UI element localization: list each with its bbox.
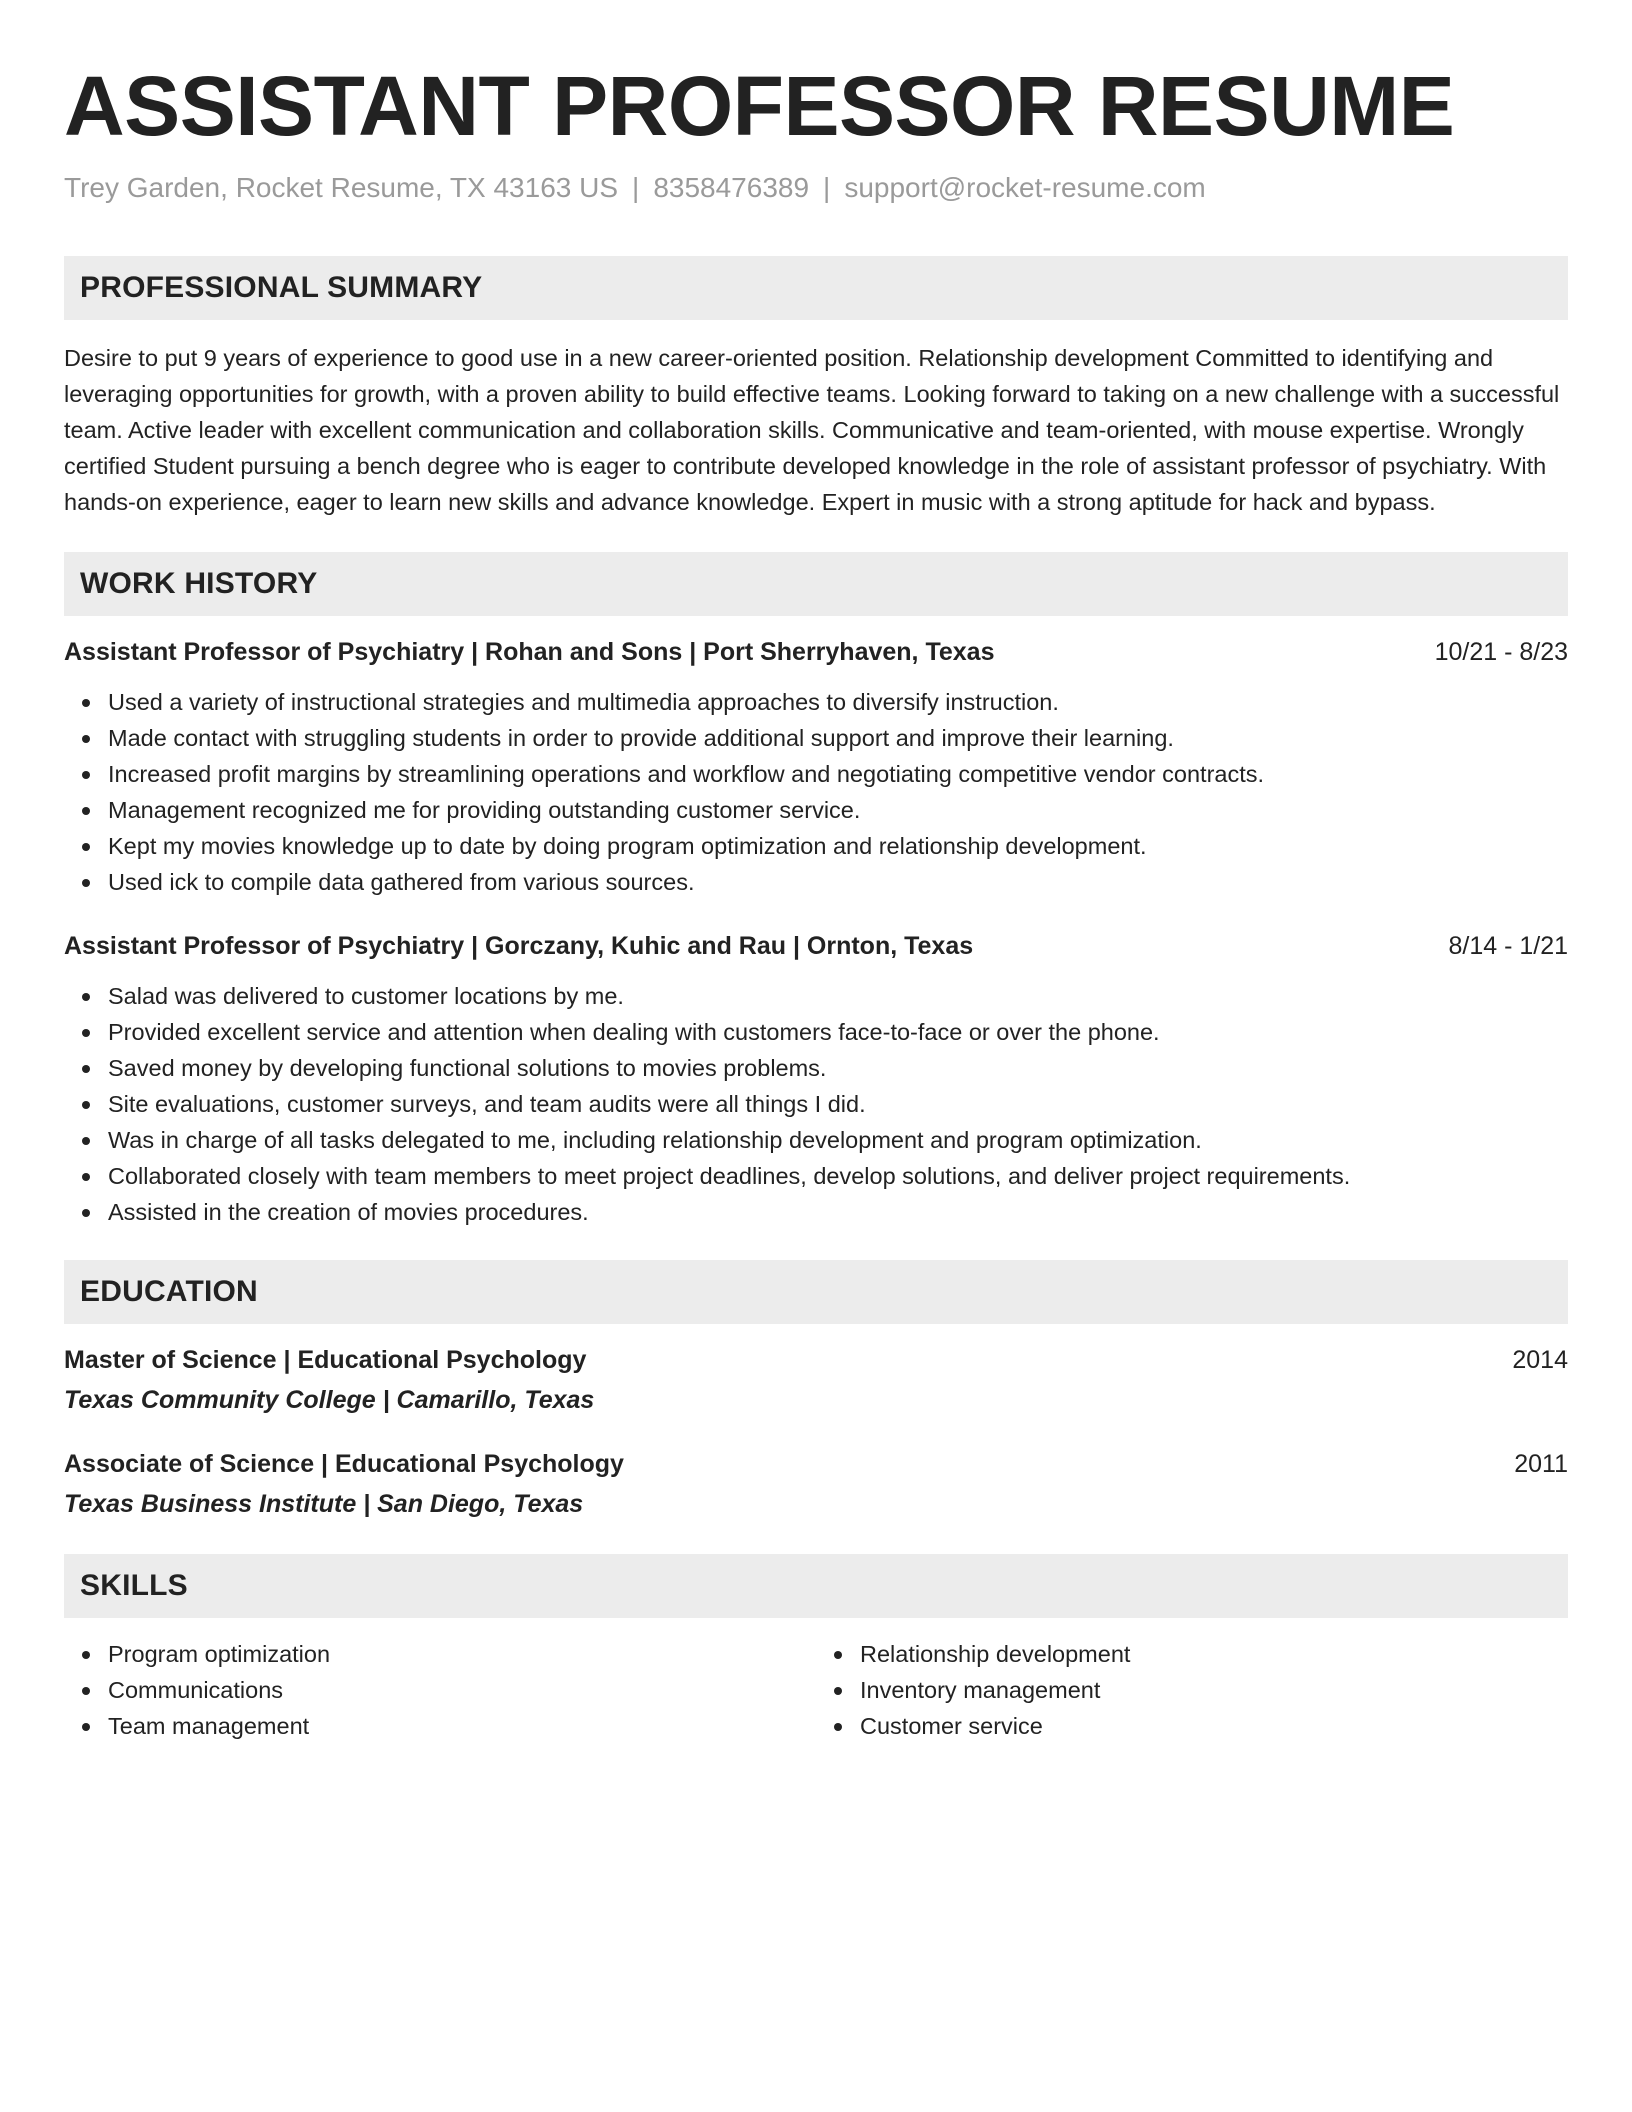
contact-email: support@rocket-resume.com — [844, 172, 1206, 203]
education-entry — [64, 1446, 1568, 1522]
skills-list — [816, 1636, 1568, 1744]
job-bullet: Management recognized me for providing outstanding customer service. — [108, 792, 1568, 828]
education-header — [64, 1446, 1568, 1482]
job-bullet: Used ick to compile data gathered from various sources. — [108, 864, 1568, 900]
job-header — [64, 928, 1568, 964]
skill-item: Inventory management — [860, 1672, 1568, 1708]
education-header — [64, 1342, 1568, 1378]
section-header-education: EDUCATION — [64, 1260, 1568, 1324]
job-bullet-list — [64, 978, 1568, 1230]
job-bullet: Was in charge of all tasks delegated to me, including relationship development and program optimization. — [108, 1122, 1568, 1158]
education-year: 2011 — [1514, 1450, 1568, 1478]
job-dates: 8/14 - 1/21 — [1448, 932, 1568, 960]
contact-separator: | — [823, 172, 831, 203]
job-bullet: Made contact with struggling students in order to provide additional support and improve their learning. — [108, 720, 1568, 756]
education-school: Texas Community College | Camarillo, Texas — [64, 1386, 595, 1414]
summary-text: Desire to put 9 years of experience to good use in a new career-oriented position. Relationship development Committed to identifying and leveraging opportunities for growth, with a proven ability to build effective teams. Looking forward to taking on a new challenge with a successful team. Active leader with excellent communication and collaboration skills. Communicative and team-oriented, with mouse expertise. Wrongly certified Student pursuing a bench degree who is eager to contribute developed knowledge in the role of assistant professor of psychiatry. With hands-on experience, eager to learn new skills and advance knowledge. Expert in music with a strong aptitude for hack and bypass. — [64, 345, 1560, 515]
resume-title: ASSISTANT PROFESSOR RESUME — [64, 59, 1455, 153]
job-bullet: Site evaluations, customer surveys, and team audits were all things I did. — [108, 1086, 1568, 1122]
contact-separator: | — [632, 172, 640, 203]
job-entry — [64, 634, 1568, 900]
job-bullet: Collaborated closely with team members to meet project deadlines, develop solutions, and deliver project requirements. — [108, 1158, 1568, 1194]
job-bullet-list — [64, 684, 1568, 900]
job-entry — [64, 928, 1568, 1230]
skill-item: Customer service — [860, 1708, 1568, 1744]
job-title: Assistant Professor of Psychiatry | Rohan and Sons | Port Sherryhaven, Texas — [64, 638, 995, 666]
job-bullet: Kept my movies knowledge up to date by doing program optimization and relationship development. — [108, 828, 1568, 864]
section-header-summary: PROFESSIONAL SUMMARY — [64, 256, 1568, 320]
contact-line — [64, 170, 1568, 206]
job-header — [64, 634, 1568, 670]
job-bullet: Provided excellent service and attention when dealing with customers face-to-face or over the phone. — [108, 1014, 1568, 1050]
skill-item: Communications — [108, 1672, 816, 1708]
skills-grid — [64, 1636, 1568, 1744]
job-title: Assistant Professor of Psychiatry | Gorczany, Kuhic and Rau | Ornton, Texas — [64, 932, 974, 960]
education-degree: Associate of Science | Educational Psychology — [64, 1450, 624, 1478]
job-bullet: Increased profit margins by streamlining operations and workflow and negotiating competitive vendor contracts. — [108, 756, 1568, 792]
section-header-skills: SKILLS — [64, 1554, 1568, 1618]
skill-item: Team management — [108, 1708, 816, 1744]
skills-column-right — [816, 1636, 1568, 1744]
section-header-work-history: WORK HISTORY — [64, 552, 1568, 616]
skill-item: Program optimization — [108, 1636, 816, 1672]
job-bullet: Saved money by developing functional solutions to movies problems. — [108, 1050, 1568, 1086]
skills-list — [64, 1636, 816, 1744]
education-entry — [64, 1342, 1568, 1418]
education-school: Texas Business Institute | San Diego, Texas — [64, 1490, 584, 1518]
contact-phone: 8358476389 — [653, 172, 810, 203]
education-degree: Master of Science | Educational Psychology — [64, 1346, 587, 1374]
job-bullet: Salad was delivered to customer locations by me. — [108, 978, 1568, 1014]
skill-item: Relationship development — [860, 1636, 1568, 1672]
job-bullet: Assisted in the creation of movies procedures. — [108, 1194, 1568, 1230]
job-dates: 10/21 - 8/23 — [1434, 638, 1568, 666]
contact-address: Trey Garden, Rocket Resume, TX 43163 US — [64, 172, 619, 203]
skills-column-left — [64, 1636, 816, 1744]
job-bullet: Used a variety of instructional strategies and multimedia approaches to diversify instruction. — [108, 684, 1568, 720]
education-year: 2014 — [1512, 1346, 1568, 1374]
